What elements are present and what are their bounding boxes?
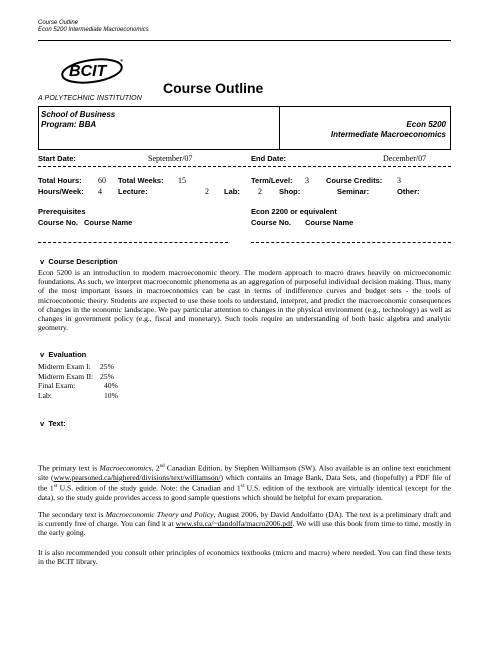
header-line-2: Econ 5200 Intermediate Macroeconomics: [38, 27, 149, 33]
prereq-left-rule: [38, 242, 228, 243]
text-heading-text: Text:: [48, 419, 66, 428]
evaluation-item-name: Lab:: [38, 390, 52, 400]
text-run: The primary text is: [38, 463, 100, 473]
description-heading-text: Course Description: [48, 257, 118, 266]
dates-rule: [38, 166, 451, 167]
bcit-logo: [60, 56, 128, 86]
school-name: School of Business: [41, 110, 116, 119]
credits-label: Course Credits:: [326, 176, 383, 185]
text-run: U.S. edition of the textbook are virtually identical (except for the data), so the study guide provides access to good sample questions which should be helpful for exam preparation.: [38, 483, 451, 502]
evaluation-item: [38, 381, 118, 391]
program-name: Program: BBA: [41, 120, 97, 129]
recommendation-paragraph: It is also recommended you consult other principles of economics textbooks (micro and macro) where needed. You can find these texts in the BCIT library.: [38, 548, 451, 567]
prerequisites-heading: Prerequisites: [38, 207, 86, 216]
macro-pdf-link[interactable]: www.sfu.ca/~dandolfa/macro2006.pdf: [175, 519, 293, 529]
evaluation-item-name: Midterm Exam II:: [38, 371, 94, 381]
evaluation-item-name: Final Exam:: [38, 381, 76, 390]
term-label: Term/Level:: [251, 176, 293, 185]
evaluation-item-name: Midterm Exam I:: [38, 362, 91, 371]
text-run: . We will use this book from time to time, mostly in the early going.: [38, 519, 451, 538]
course-info-box: [38, 106, 451, 150]
page-title: Course Outline: [163, 80, 264, 96]
header-line-1: Course Outline: [38, 20, 79, 26]
evaluation-heading-text: Evaluation: [48, 350, 87, 359]
secondary-book-title: Macroeconomic Theory and Policy: [105, 510, 214, 519]
text-run: ) which contains an Image Bank, Data Sets, and (hopefully) a PDF file of the 1: [38, 472, 451, 493]
evaluation-item-pct: 25%: [100, 371, 114, 381]
total-hours-label: Total Hours:: [38, 176, 82, 185]
prereq-right-rule: [251, 242, 451, 243]
prereq-requirement: Econ 2200 or equivalent: [251, 207, 337, 216]
enrichment-site-link[interactable]: www.pearsoned.ca/highered/divisions/text/williamson/: [53, 472, 221, 482]
evaluation-item-pct: 40%: [104, 381, 118, 390]
prereq-right-course-no-label: Course No.: [251, 218, 292, 227]
superscript: st: [240, 483, 244, 489]
text-run: The secondary text is: [38, 510, 106, 519]
prereq-course-no-label: Course No.: [38, 218, 79, 227]
lecture-value: 2: [205, 187, 209, 196]
total-weeks-label: Total Weeks:: [118, 176, 164, 185]
other-label: Other:: [397, 187, 420, 196]
evaluation-item: [38, 372, 118, 382]
end-date-label: End Date:: [251, 154, 287, 163]
superscript: nd: [159, 464, 165, 469]
evaluation-item: [38, 362, 118, 372]
bullet-icon: v: [40, 257, 45, 266]
text-run: , 2: [151, 463, 160, 473]
text-heading: [40, 419, 66, 428]
evaluation-heading: [40, 350, 86, 359]
evaluation-item-pct: 25%: [100, 362, 114, 371]
prereq-course-name-label: Course Name: [84, 218, 133, 227]
hours-week-value: 4: [98, 187, 102, 196]
logo-tagline: A POLYTECHNIC INSTITUTION: [38, 95, 142, 102]
course-description-heading: [40, 257, 118, 266]
header-rule: [38, 40, 451, 41]
lab-value: 2: [258, 187, 262, 196]
primary-book-title: Macroeconomics: [99, 463, 152, 473]
hours-week-label: Hours/Week:: [38, 187, 84, 196]
text-run: Canadian Edition, by Stephen Williamson (SW). Also available is an online text enrichment site (: [38, 463, 452, 482]
seminar-label: Seminar:: [337, 187, 370, 196]
start-date-value: September/07: [148, 154, 193, 163]
superscript: st: [53, 483, 58, 489]
start-date-label: Start Date:: [38, 154, 76, 163]
text-run: U.S. edition of the study guide. Note: the Canadian and 1: [57, 483, 241, 493]
prereq-right-course-name-label: Course Name: [305, 218, 354, 227]
credits-value: 3: [397, 176, 401, 185]
term-value: 3: [305, 176, 309, 185]
text-run: , August 2006, by David Andolfatto (DA). The text is a preliminary draft and is currently free of charge. You can find it at: [38, 510, 451, 529]
shop-label: Shop:: [279, 187, 301, 196]
evaluation-item-pct: 10%: [104, 390, 118, 400]
course-description-text: Econ 5200 is an introduction to modern macroeconomic theory. The modern approach to macro draws heavily on microeconomic foundations. As such, we interpret macroeconomic phenomena as an aggregation of purposeful individual decision making. Thus, many of the most important issues in macroeconomics can be cast in terms of indifference curves and budget sets - the tools of microeconomic theory. Students are expected to use these tools to understand, interpret, and predict the macroeconomic consequences of changes in the economic landscape. We pay particular attention to changes in the physical environment (e.g., technology) as well as changes in government policy (e.g., fiscal and monetary). Such tools require an understanding of both basic algebra and analytic geometry.: [38, 268, 451, 333]
course-name: Intermediate Macroeconomics: [330, 130, 446, 139]
end-date-value: December/07: [383, 154, 427, 163]
total-weeks-value: 15: [178, 176, 186, 185]
box-divider: [279, 107, 280, 149]
bullet-icon: v: [40, 350, 45, 359]
bullet-icon: v: [40, 419, 45, 428]
course-code: Econ 5200: [406, 120, 446, 129]
primary-text-paragraph: [38, 462, 451, 502]
lab-label: Lab:: [224, 187, 240, 196]
logo-graphic: [60, 56, 128, 86]
evaluation-list: [38, 362, 118, 400]
svg-text:*: *: [120, 58, 124, 66]
evaluation-item: [38, 391, 118, 401]
logo-text: BCIT: [69, 63, 107, 80]
lecture-label: Lecture:: [118, 187, 148, 196]
secondary-text-paragraph: [38, 510, 451, 538]
running-header: [38, 20, 149, 34]
total-hours-value: 60: [98, 176, 106, 185]
